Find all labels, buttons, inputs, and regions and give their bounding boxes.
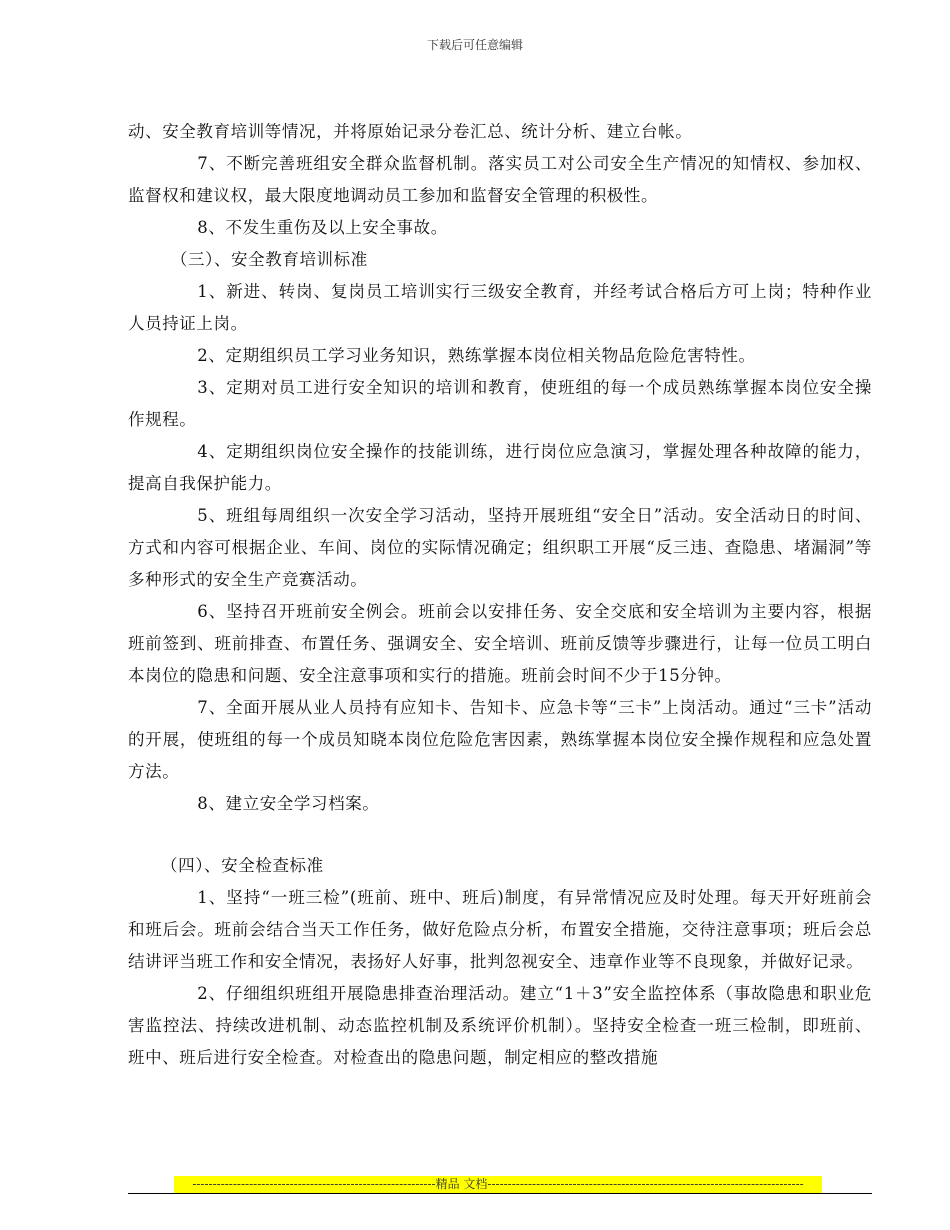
paragraph: 2、仔细组织班组开展隐患排查治理活动。建立“1＋3”安全监控体系（事故隐患和职业危害监控法、持续改进机制、动态监控机制及系统评价机制）。坚持安全检查一班三检制，即班前、班中、班后进行安全检查。对检查出的隐患问题，制定相应的整改措施 bbox=[128, 984, 872, 1067]
paragraph: 1、新进、转岗、复岗员工培训实行三级安全教育，并经考试合格后方可上岗；特种作业人员持证上岗。 bbox=[128, 282, 872, 333]
paragraph: 1、坚持“一班三检”(班前、班中、班后)制度，有异常情况应及时处理。每天开好班前会和班后会。班前会结合当天工作任务，做好危险点分析，布置安全措施，交待注意事项；班后会总结讲评当班工作和安全情况，表扬好人好事，批判忽视安全、违章作业等不良现象，并做好记录。 bbox=[128, 888, 872, 971]
page-header: 下载后可任意编辑 bbox=[426, 38, 523, 52]
paragraph: 7、不断完善班组安全群众监督机制。落实员工对公司安全生产情况的知情权、参加权、监督权和建议权，最大限度地调动员工参加和监督安全管理的积极性。 bbox=[128, 154, 872, 205]
paragraph: 4、定期组织岗位安全操作的技能训练，进行岗位应急演习，掌握处理各种故障的能力，提高自我保护能力。 bbox=[128, 442, 872, 493]
document-body bbox=[128, 116, 872, 1074]
section-heading: （三）、安全教育培训标准 bbox=[170, 250, 368, 269]
paragraph: 7、全面开展从业人员持有应知卡、告知卡、应急卡等“三卡”上岗活动。通过“三卡”活动的开展，使班组的每一个成员知晓本岗位危险危害因素，熟练掌握本岗位安全操作规程和应急处置方法。 bbox=[128, 698, 872, 781]
paragraph: 动、安全教育培训等情况，并将原始记录分卷汇总、统计分析、建立台帐。 bbox=[128, 122, 693, 141]
footer-divider bbox=[128, 1193, 872, 1194]
footer-watermark: ------------------------------------------------------------精品 文档------------------------------------------------------------------------------ bbox=[174, 1176, 822, 1193]
paragraph: 8、建立安全学习档案。 bbox=[197, 794, 380, 813]
paragraph: 2、定期组织员工学习业务知识，熟练掌握本岗位相关物品危险危害特性。 bbox=[197, 346, 756, 365]
paragraph: 5、班组每周组织一次安全学习活动，坚持开展班组“安全日”活动。安全活动日的时间、方式和内容可根据企业、车间、岗位的实际情况确定；组织职工开展“反三违、查隐患、堵漏洞”等多种形式的安全生产竞赛活动。 bbox=[128, 506, 872, 589]
paragraph: 6、坚持召开班前安全例会。班前会以安排任务、安全交底和安全培训为主要内容，根据班前签到、班前排查、布置任务、强调安全、安全培训、班前反馈等步骤进行，让每一位员工明白本岗位的隐患和问题、安全注意事项和实行的措施。班前会时间不少于15分钟。 bbox=[128, 602, 872, 685]
paragraph-spacer bbox=[128, 820, 872, 850]
section-heading: （四）、安全检查标准 bbox=[161, 856, 324, 875]
paragraph: 3、定期对员工进行安全知识的培训和教育，使班组的每一个成员熟练掌握本岗位安全操作规程。 bbox=[128, 378, 872, 429]
paragraph: 8、不发生重伤及以上安全事故。 bbox=[197, 218, 448, 237]
